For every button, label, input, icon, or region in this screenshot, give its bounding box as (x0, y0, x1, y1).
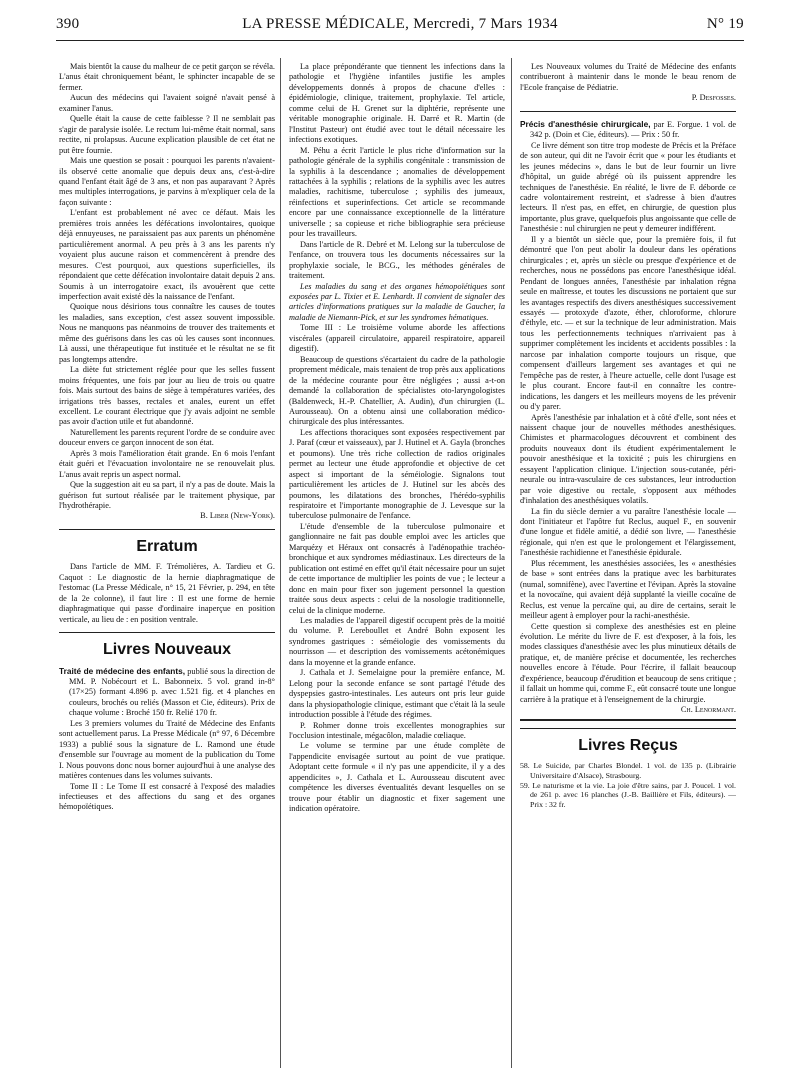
paragraph: P. Rohmer donne trois excellentes monographies sur l'occlusion intestinale, mégacôlon, maladie cœliaque. (289, 720, 505, 740)
paragraph: Les affections thoraciques sont exposées respectivement par J. Paraf (cœur et vaisseaux), par J. Hutinel et A. Gayla (bronches et poumons). Une très riche collection de radios originales permet au lecteur une étude approfondie et objective de cet aspect si important de la séméiologie. Signalons tout particulièrement les articles de J. Hutinel sur les abcès des poumons, les dilatations des bronches, l'hérédo-syphilis respiratoire et l'importante monographie de J. Levesque sur la tuberculose pulmonaire de l'enfance. (289, 427, 505, 521)
paragraph: Quelle était la cause de cette faiblesse ? Il ne semblait pas s'agir de paralysie isolée. Le rectum lui-même était normal, sans rectite, ni prolapsus. Aucune explication plausible de cet état ne put être fournie. (59, 114, 275, 155)
received-books-list (520, 761, 736, 810)
erratum-text: Dans l'article de MM. F. Trémolières, A. Tardieu et G. Caquot : Le diagnostic de la hernie diaphragmatique de l'estomac (La Presse Médicale, n° 15, 21 Février, p. 294, en tête de la 2e colonne), il faut lire : Il est une forme de hernie diaphragmatique qui passe d'ordinaire inaperçue en position verticale, au lieu de : en position ventrale. (59, 562, 275, 624)
author-signature: B. Liber (New-York). (200, 511, 275, 521)
paragraph: M. Péhu a écrit l'article le plus riche d'information sur la pathologie générale de la syphilis congénitale : transmission de la syphilis à la descendance ; anomalies de développement rattachées à la syphilis ; relations de la syphilis avec les autres maladies, rachitisme, tuberculose ; syphilis des jumeaux, réinfections et superinfections. Cet article se recommande encore par une connaissance exceptionnelle de la littérature universelle ; sa copieuse et riche bibliographie sera précieuse pour les travailleurs. (289, 145, 505, 239)
paragraph: Les 3 premiers volumes du Traité de Médecine des Enfants sont actuellement parus. La Presse Médicale (n° 97, 6 Décembre 1933) a publié sous la signature de L. Ramond une étude d'ensemble sur l'ouvrage au moment de la publication du Tome I. Nous pouvons donc nous borner aujourd'hui à une analyse des matières contenues dans les volumes suivants. (59, 718, 275, 781)
paragraph: Naturellement les parents reçurent l'ordre de se conduire avec douceur envers ce garçon innocent de son état. (59, 427, 275, 448)
section-rule (520, 719, 736, 721)
paragraph: Quoique nous désirions tous connaître les causes de toutes les maladies, sans exception, c'est assez souvent impossible. Nous ne manquons pas néanmoins de trouver des traitements et même des guérisons dans les cas où les causes sont inconnues. Là aussi, une thérapeutique fut instituée et le résultat ne se fit pas longtemps attendre. (59, 302, 275, 364)
paragraph: Les Nouveaux volumes du Traité de Médecine des enfants contribueront à maintenir dans le monde le beau renom de l'Ecole française de Pédiatrie. (520, 62, 736, 92)
section-rule (520, 111, 736, 112)
list-item: 59. Le naturisme et la vie. La joie d'être sains, par J. Poucel. 1 vol. de 261 p. avec 16 planches (J.-B. Baillière et Fils, éditeurs). — Prix : 32 fr. (520, 780, 736, 810)
paragraph: Mais une question se posait : pourquoi les parents n'avaient-ils observé cette anomalie que depuis deux ans, c'est-à-dire quand l'enfant était âgé de 3 ans, et non pas auparavant ? Après mes multiples interrogations, je parvins à m'expliquer cela de la façon suivante : (59, 156, 275, 207)
section-rule (59, 529, 275, 530)
paragraph: Beaucoup de questions s'écartaient du cadre de la pathologie proprement médicale, mais tenaient de trop près aux applications de la médecine courante pour être négligées ; aussi a-t-on demandé la collaboration de spécialistes oto-laryngologistes (Baldenweck, H.-P. Chatellier, A. Audin), d'un chirurgien (L. Aurousseau). On a obtenu ainsi une collaboration médico-chirurgicale des plus intéressantes. (289, 354, 505, 427)
paragraph: La diète fut strictement réglée pour que les selles fussent moins fréquentes, une fois par jour au lieu de trois ou quatre fois. Mais surtout des bains de siège à températures variées, des irrigations très basses, rectales et anales, eurent un effet excellent. Le courant électrique que j'y avais adjoint ne semble pas avoir d'action utile et fut abandonné. (59, 365, 275, 427)
erratum-heading: Erratum (136, 537, 198, 555)
book-review (59, 666, 275, 719)
paragraph: Les maladies de l'appareil digestif occupent près de la moitié du volume. P. Lereboullet et André Bohn exposent les syndromes gastriques : séméiologie des vomissements du nourrisson — et description des vomissements acétonémiques dans la moyenne et la grande enfance. (289, 616, 505, 667)
book-title: Précis d'anesthésie chirurgicale, (520, 118, 651, 129)
list-item: 58. Le Suicide, par Charles Blondel. 1 vol. de 135 p. (Librairie Universitaire d'Alsace), Strasbourg. (520, 761, 736, 780)
book-title: Traité de médecine des enfants, (59, 665, 186, 676)
livres-nouveaux-heading: Livres Nouveaux (102, 641, 232, 659)
author-signature: Ch. Lenormant. (680, 705, 736, 715)
column-divider-left (280, 58, 281, 1068)
column-2 (289, 62, 505, 1072)
paragraph: Les maladies du sang et des organes hémopoïétiques sont exposées par L. Tixier et E. Lenhardt. Il convient de signaler des articles d'informations pratiques sur la maladie de Gaucher, la maladie de Niemann-Pick, et sur les syndromes hématiques. (289, 281, 505, 322)
paragraph: Aucun des médecins qui l'avaient soigné n'avait pensé à examiner l'anus. (59, 93, 275, 113)
paragraph: Que la suggestion ait eu sa part, il n'y a pas de doute. Mais la guérison fut surtout réalisée par le traitement physique, par l'hydrothérapie. (59, 480, 275, 511)
paragraph: L'enfant est probablement né avec ce défaut. Mais les premières trois années les défécations involontaires, quoique déjà ennuyeuses, ne paraissaient pas aux parents un phénomène particulièrement anormal. A peu près à 3 ans les parents n'y voyaient plus aucune raison et commencèrent à prendre des mesures. C'est pourquoi, aux questions superficielles, ils répondaient que cette défécation involontaire datait depuis 2 ans. Soumis à un interrogatoire exact, ils avouèrent que cette imperfection avait existé dès la naissance de l'enfant. (59, 208, 275, 301)
book-details: publié sous la direction de MM. P. Nobécourt et L. Babonneix. 5 vol. grand in-8° (17×25) formant 4.896 p. avec 1.521 fig. et 4 planches en couleurs, brochés ou reliés (Masson et Cie, éditeurs). Prix de chaque volume : Broché 150 fr. Relié 170 fr. (69, 666, 275, 718)
livres-recus-heading: Livres Reçus (578, 736, 678, 754)
author-signature: P. Desfosses. (691, 93, 736, 103)
paragraph: La fin du siècle dernier a vu paraître l'anesthésie locale — dont l'initiateur et l'apôtre fut Reclus, auquel F., en souvenir d'une longue et fidèle amitié, a dédié son livre, — l'anesthésie régionale, qui n'en est que le prolongement et l'élargissement, l'anesthésie rachidienne et l'anesthésie épidurale. (520, 506, 736, 558)
book-review (520, 119, 736, 141)
column-divider-right (511, 58, 512, 1068)
column-3 (520, 62, 736, 1072)
journal-title: LA PRESSE MÉDICALE, Mercredi, 7 Mars 1934 (242, 16, 558, 32)
paragraph: J. Cathala et J. Semelaigne pour la première enfance, M. Lelong pour la seconde enfance se sont partagé l'étude des dyspepsies gastro-intestinales. Les auteurs ont pris leur guide dans la physiopathologie clinique, estimant que c'était là la seule introduction possible à l'étude des régimes. (289, 668, 505, 720)
paragraph: La place prépondérante que tiennent les infections dans la pathologie et l'hygiène infantiles justifie les amples développements donnés à propos de chacune d'elles : épidémiologie, clinique, traitement, prophylaxie. Tel article, comme celui de H. Grenet sur la diphtérie, représente une véritable monographie originale. H. Darré et R. Martin (de l'Institut Pasteur) ont étudié avec tout le détail nécessaire les infections exotiques. (289, 62, 505, 145)
page-number: 390 (56, 16, 80, 32)
paragraph: Dans l'article de R. Debré et M. Lelong sur la tuberculose de l'enfance, on trouvera tous les documents nécessaires sur la prophylaxie sociale, le BCG., les méthodes générales de traitement. (289, 239, 505, 281)
paragraph: Tome II : Le Tome II est consacré à l'exposé des maladies infectieuses et des affections du sang et des organes hémopoïétiques. (59, 781, 275, 812)
paragraph: L'étude d'ensemble de la tuberculose pulmonaire et ganglionnaire ne fait pas double emploi avec les articles que Marquézy et Héraux ont consacrés à l'adénopathie trachéo-bronchique et aux syndromes médiastinaux. Les directeurs de la publication ont estimé en effet qu'il était nécessaire pour un sujet de cette importance de multiplier les points de vue ; le lecteur a donc en main pour fixer son jugement personnel la question traitée sous deux aspects : celui de la nosologie traditionnelle, celui de la clinique moderne. (289, 521, 505, 615)
section-rule (59, 632, 275, 633)
paragraph: Le volume se termine par une étude complète de l'appendicite envisagée surtout au point de vue pratique. Adoptant cette formule « il n'y pas une appendicite, il y a des appendicites », J. Cathala et L. Aurousseau discutent avec compétence les diverses éventualités devant lesquelles on se trouve pour établir un diagnostic et fixer sagement une indication opératoire. (289, 741, 505, 814)
section-rule (520, 728, 736, 729)
column-1 (59, 62, 275, 1072)
paragraph: Il y a bientôt un siècle que, pour la première fois, il fut démontré que l'on peut abolir la douleur dans les opérations chirurgicales ; et, après un siècle ou presque d'expérience et de recherches, nous ne possédons pas encore l'anesthésique idéal. Pendant de longues années, l'anesthésie par inhalation régna seule en maîtresse, et toutes les discussions ne portaient que sur les avantages respectifs des divers anesthésiques successivement essayés — protoxyde d'azote, éther, chloroforme, chlorure d'éthyle, etc. — et sur la technique de leur administration. Mais tous les perfectionnements techniques n'arrivaient pas à supprimer complètement les incidents et accidents possibles : la narcose par inhalation comporte toujours un risque, que compensent d'ailleurs largement ses avantages et qui ne l'empêche pas de rester, à l'heure actuelle, celle dont l'usage est le plus courant. Encore faut-il en connaître les contre-indications, les dangers et les meilleurs moyens de les prévenir ou d'y parer. (520, 234, 736, 412)
paragraph: Mais bientôt la cause du malheur de ce petit garçon se révéla. L'anus était chroniquement béant, le sphincter incapable de se fermer. (59, 62, 275, 92)
paragraph: Cette question si complexe des anesthésies est en pleine évolution. Le mérite du livre de F. est d'exposer, à la fois, les modes classiques d'anesthésie avec les plus minutieux détails de pratique, et, de manière précise et documentée, les recherches nouvelles encore à l'étude. Pour l'écrire, il fallait beaucoup d'expérience, beaucoup d'érudition et beaucoup de sens critique ; il fallait un homme qui, comme F., eût consacré toute une longue carrière à la pratique et à l'enseignement de la chirurgie. (520, 621, 736, 704)
paragraph: Ce livre dément son titre trop modeste de Précis et la Préface de son auteur, qui dit ne l'avoir écrit que « pour les étudiants et les jeunes médecins », dans le but de leur fournir un livre d'hôpital, un guide abrégé où ils puissent apprendre les techniques de l'anesthésie. En réalité, le livre de F. déborde ce cadre volontairement restreint, et s'adresse à bien d'autres lecteurs. Il n'est pas, en effet, en chirurgie, de question plus importante, plus grave, quelquefois plus angoissante que celle de l'anesthésie : nul chirurgien ne peut y demeurer indifférent. (520, 140, 736, 234)
paragraph: Plus récemment, les anesthésies associées, les « anesthésies de base » sont entrées dans la pratique avec les barbiturates (numal, somnifène), avec l'avertine et l'évipan. Après la stovaïne et la novocaïne, qui avaient déjà supplanté la vieille cocaïne de Reclus, est venue la percaïne qui, au dire de certains, serait le meilleur agent à employer pour la rachi-anesthésie. (520, 558, 736, 621)
page-header (56, 14, 744, 41)
issue-number: N° 19 (706, 16, 744, 32)
paragraph: Après 3 mois l'amélioration était grande. En 6 mois l'enfant était guéri et l'évacuation involontaire ne se renouvelait plus. L'anus avait repris un aspect normal. (59, 448, 275, 479)
paragraph: Tome III : Le troisième volume aborde les affections viscérales (appareil circulatoire, appareil respiratoire, appareil digestif). (289, 323, 505, 354)
book-details: par E. Forgue. 1 vol. de 342 p. (Doin et Cie, éditeurs). — Prix : 50 fr. (530, 119, 736, 140)
paragraph: Après l'anesthésie par inhalation et à côté d'elle, sont nées et naissent chaque jour de nouvelles méthodes anesthésiques. Chimistes et pharmacologues découvrent et combinent des produits nouveaux dont ils étudient expérimentalement le pouvoir anesthésique et la toxicité ; puis les chirurgiens en essayent l'application clinique. L'injection sous-cutanée, péri-neurale ou intra-vasculaire de ces substances, leur introduction par voie digestive ou rectale, s'opposent aux méthodes d'inhalation des anesthésiques volatils. (520, 412, 736, 506)
